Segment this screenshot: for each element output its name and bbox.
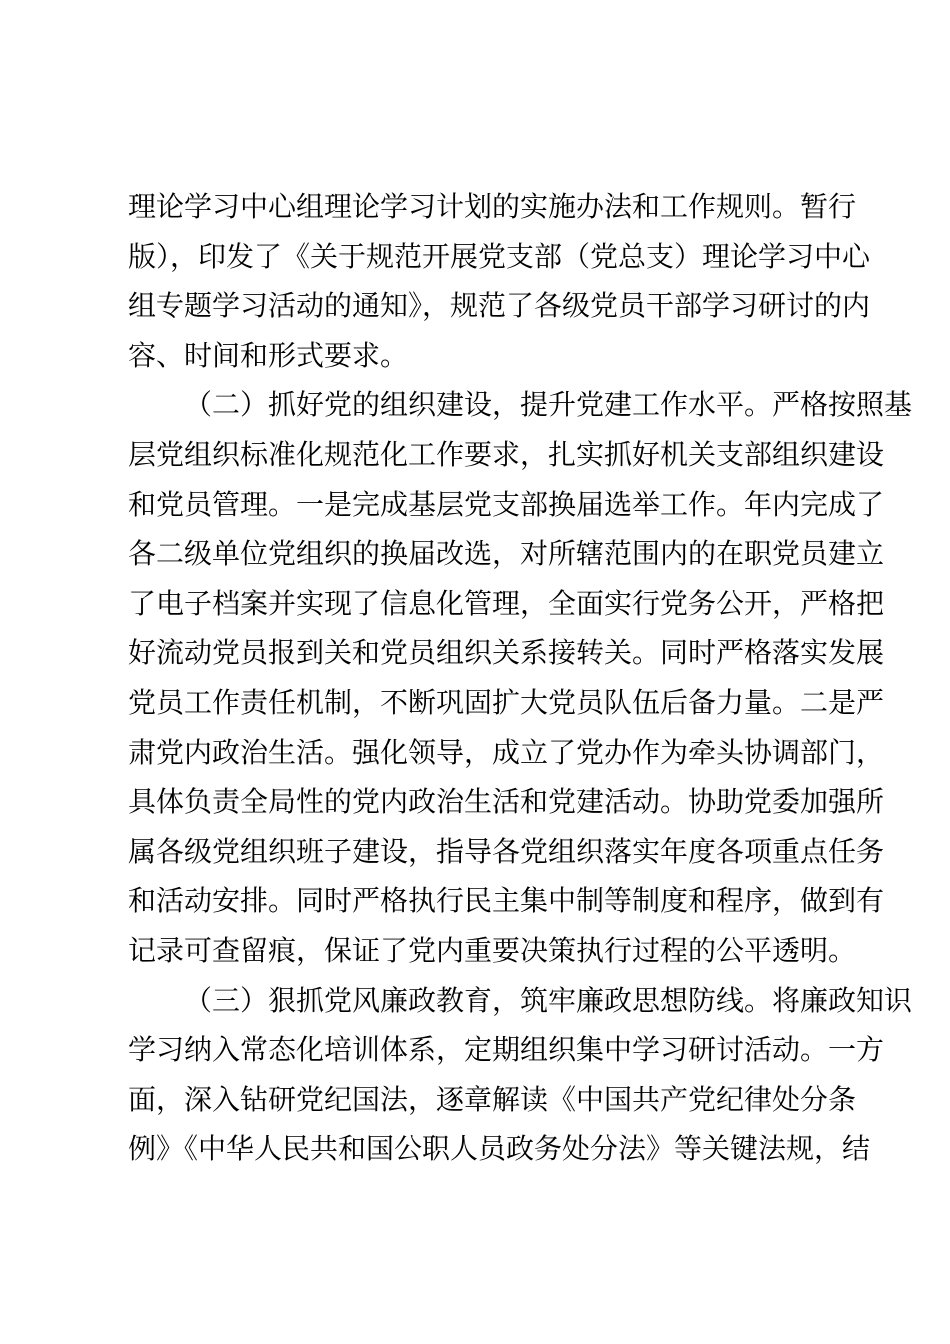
paragraph-1	[128, 182, 871, 380]
text-line: 党员工作责任机制，不断巩固扩大党员队伍后备力量。二是严	[128, 685, 885, 719]
text-line: 层党组织标准化规范化工作要求，扎实抓好机关支部组织建设	[128, 437, 885, 471]
text-line: 版），印发了《关于规范开展党支部（党总支）理论学习中心	[128, 239, 871, 273]
text-line: 了电子档案并实现了信息化管理，全面实行党务公开，严格把	[128, 586, 885, 620]
text-line: 面，深入钻研党纪国法，逐章解读《中国共产党纪律处分条	[128, 1082, 857, 1116]
text-line: 学习纳入常态化培训体系，定期组织集中学习研讨活动。一方	[128, 1033, 885, 1067]
text-line: （二）抓好党的组织建设，提升党建工作水平。严格按照基	[184, 388, 913, 422]
paragraph-2	[128, 380, 913, 975]
text-line: 和活动安排。同时严格执行民主集中制等制度和程序，做到有	[128, 884, 885, 918]
text-line: 各二级单位党组织的换届改选，对所辖范围内的在职党员建立	[128, 537, 885, 571]
text-line: 肃党内政治生活。强化领导，成立了党办作为牵头协调部门，	[128, 735, 885, 769]
document-body	[128, 182, 913, 1174]
text-line: （三）狠抓党风廉政教育，筑牢廉政思想防线。将廉政知识	[184, 983, 913, 1017]
paragraph-3	[128, 976, 913, 1174]
text-line: 容、时间和形式要求。	[128, 338, 409, 372]
text-line: 记录可查留痕，保证了党内重要决策执行过程的公平透明。	[128, 933, 857, 967]
text-line: 和党员管理。一是完成基层党支部换届选举工作。年内完成了	[128, 487, 885, 521]
text-line: 好流动党员报到关和党员组织关系接转关。同时严格落实发展	[128, 636, 885, 670]
text-line: 例》《中华人民共和国公职人员政务处分法》等关键法规，结	[128, 1132, 871, 1166]
text-line: 属各级党组织班子建设，指导各党组织落实年度各项重点任务	[128, 834, 885, 868]
text-line: 理论学习中心组理论学习计划的实施办法和工作规则。暂行	[128, 190, 857, 223]
text-line: 组专题学习活动的通知》，规范了各级党员干部学习研讨的内	[128, 289, 871, 323]
text-line: 具体负责全局性的党内政治生活和党建活动。协助党委加强所	[128, 785, 885, 819]
